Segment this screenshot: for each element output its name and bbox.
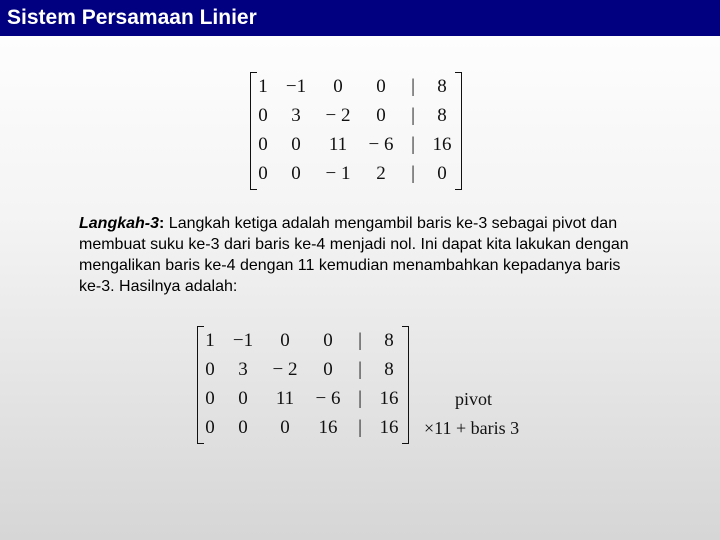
matrix-cell: 0 bbox=[376, 76, 386, 97]
slide-title: Sistem Persamaan Linier bbox=[0, 0, 720, 36]
matrix-cell: 0 bbox=[258, 163, 268, 184]
matrix-cell: −1 bbox=[232, 330, 254, 351]
matrix-cell: 1 bbox=[205, 330, 215, 351]
matrix-cell: 0 bbox=[323, 330, 333, 351]
pivot-label: pivot bbox=[455, 389, 493, 409]
matrix-cell: 0 bbox=[238, 388, 248, 409]
matrix-cell: 11 bbox=[275, 388, 295, 409]
matrix-cell: − 6 bbox=[368, 134, 394, 155]
matrix-cell: − 1 bbox=[325, 163, 351, 184]
matrix-cell: − 6 bbox=[315, 388, 341, 409]
matrix-cell: | bbox=[411, 163, 415, 184]
matrix-cell: 8 bbox=[437, 105, 447, 126]
matrix-cell: 1 bbox=[258, 76, 268, 97]
matrix-cell: 16 bbox=[432, 134, 452, 155]
matrix-cell: 8 bbox=[384, 330, 394, 351]
matrix-cell: 0 bbox=[333, 76, 343, 97]
matrix-cell: | bbox=[411, 134, 415, 155]
matrix-cell: 0 bbox=[437, 163, 447, 184]
matrix-cell: 16 bbox=[379, 417, 399, 438]
matrix-cell: 0 bbox=[238, 417, 248, 438]
step-colon: : bbox=[159, 215, 165, 232]
matrix-cell: 2 bbox=[376, 163, 386, 184]
matrix-cell: − 2 bbox=[325, 105, 351, 126]
matrix-cell: 0 bbox=[205, 359, 215, 380]
matrix-cell: | bbox=[411, 76, 415, 97]
matrix-cell: 0 bbox=[205, 417, 215, 438]
matrix-cell: 0 bbox=[205, 388, 215, 409]
matrix-cell: 0 bbox=[280, 330, 290, 351]
matrix-cell: 3 bbox=[291, 105, 301, 126]
row-operation-label: ×11 + baris 3 bbox=[424, 418, 520, 438]
matrix-cell: 0 bbox=[258, 105, 268, 126]
matrix-cell: | bbox=[358, 330, 362, 351]
augmented-matrix-before bbox=[250, 72, 462, 190]
matrix-cell: 0 bbox=[376, 105, 386, 126]
matrix-cell: 11 bbox=[328, 134, 348, 155]
matrix-cell: | bbox=[358, 417, 362, 438]
step-label: Langkah-3 bbox=[79, 215, 160, 232]
matrix-cell: | bbox=[358, 359, 362, 380]
matrix-cell: | bbox=[358, 388, 362, 409]
augmented-matrix-after bbox=[197, 326, 409, 444]
matrix-cell: 16 bbox=[379, 388, 399, 409]
matrix-cell: 0 bbox=[323, 359, 333, 380]
step-text: Langkah ketiga adalah mengambil baris ke-3 sebagai pivot dan membuat suku ke-3 dari baris ke-4 menjadi nol. Ini dapat kita lakukan dengan mengalikan baris ke-4 dengan 11 kemudian menambahkan kepadanya baris ke-3. Hasilnya adalah: bbox=[79, 215, 629, 295]
matrix-cell: 0 bbox=[291, 134, 301, 155]
matrix-cell: 3 bbox=[238, 359, 248, 380]
matrix-cell: 0 bbox=[280, 417, 290, 438]
matrix-cell: | bbox=[411, 105, 415, 126]
matrix-cell: − 2 bbox=[272, 359, 298, 380]
matrix-cell: 0 bbox=[291, 163, 301, 184]
matrix-cell: 16 bbox=[318, 417, 338, 438]
step-explanation bbox=[79, 213, 639, 297]
matrix-cell: 8 bbox=[437, 76, 447, 97]
matrix-cell: −1 bbox=[285, 76, 307, 97]
matrix-cell: 8 bbox=[384, 359, 394, 380]
matrix-cell: 0 bbox=[258, 134, 268, 155]
